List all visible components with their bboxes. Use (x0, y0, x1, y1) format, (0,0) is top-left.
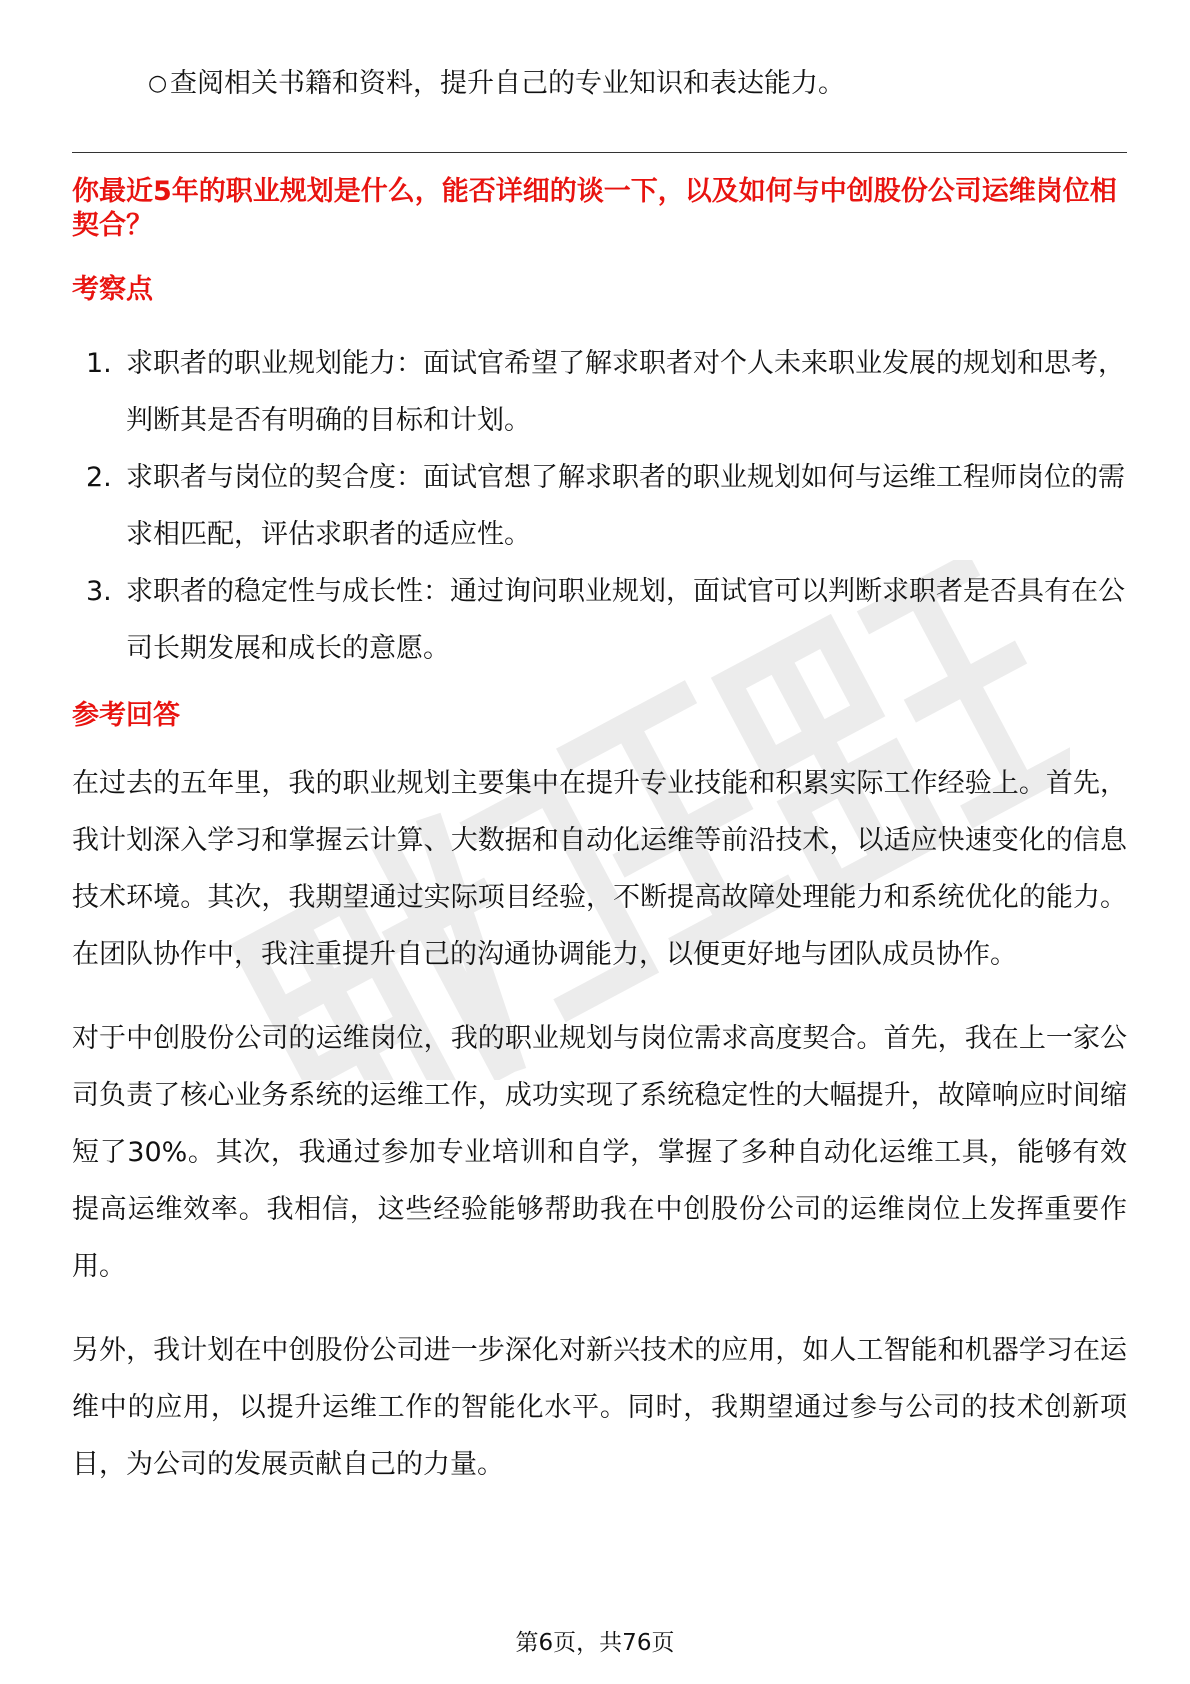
answer-paragraph: 对于中创股份公司的运维岗位，我的职业规划与岗位需求高度契合。首先，我在上一家公司负责了核心业务系统的运维工作，成功实现了系统稳定性的大幅提升，故障响应时间缩短了30%。其次，我通过参加专业培训和自学，掌握了多种自动化运维工具，能够有效提高运维效率。我相信，这些经验能够帮助我在中创股份公司的运维岗位上发挥重要作用。 (72, 1023, 1127, 1282)
assessment-list (72, 335, 1127, 677)
question-heading: 你最近5年的职业规划是什么，能否详细的谈一下，以及如何与中创股份公司运维岗位相契合？ (72, 176, 1117, 241)
answer-paragraph: 在过去的五年里，我的职业规划主要集中在提升专业技能和积累实际工作经验上。首先，我计划深入学习和掌握云计算、大数据和自动化运维等前沿技术，以适应快速变化的信息技术环境。其次，我期望通过实际项目经验，不断提高故障处理能力和系统优化的能力。在团队协作中，我注重提升自己的沟通协调能力，以便更好地与团队成员协作。 (72, 768, 1127, 970)
bullet-text: 查阅相关书籍和资料，提升自己的专业知识和表达能力。 (170, 68, 845, 99)
list-item (72, 335, 1127, 449)
assessment-label: 考察点 (72, 274, 153, 305)
hollow-bullet-icon: ○ (148, 71, 168, 96)
list-item (72, 563, 1127, 677)
answer-paragraph: 另外，我计划在中创股份公司进一步深化对新兴技术的应用，如人工智能和机器学习在运维中的应用，以提升运维工作的智能化水平。同时，我期望通过参与公司的技术创新项目，为公司的发展贡献自己的力量。 (72, 1335, 1127, 1480)
page-content (72, 60, 1127, 1520)
item-text: 求职者与岗位的契合度：面试官想了解求职者的职业规划如何与运维工程师岗位的需求相匹配，评估求职者的适应性。 (126, 462, 1125, 550)
list-item (72, 449, 1127, 563)
item-number: 1. (86, 348, 112, 379)
list-item (148, 60, 1127, 108)
reference-label: 参考回答 (72, 700, 180, 731)
item-number: 2. (86, 462, 112, 493)
section-divider (72, 152, 1127, 153)
item-text: 求职者的职业规划能力：面试官希望了解求职者对个人未来职业发展的规划和思考，判断其是否有明确的目标和计划。 (126, 348, 1125, 436)
item-number: 3. (86, 576, 112, 607)
page-number: 第6页，共76页 (515, 1630, 675, 1656)
item-text: 求职者的稳定性与成长性：通过询问职业规划，面试官可以判断求职者是否具有在公司长期发展和成长的意愿。 (126, 576, 1125, 664)
